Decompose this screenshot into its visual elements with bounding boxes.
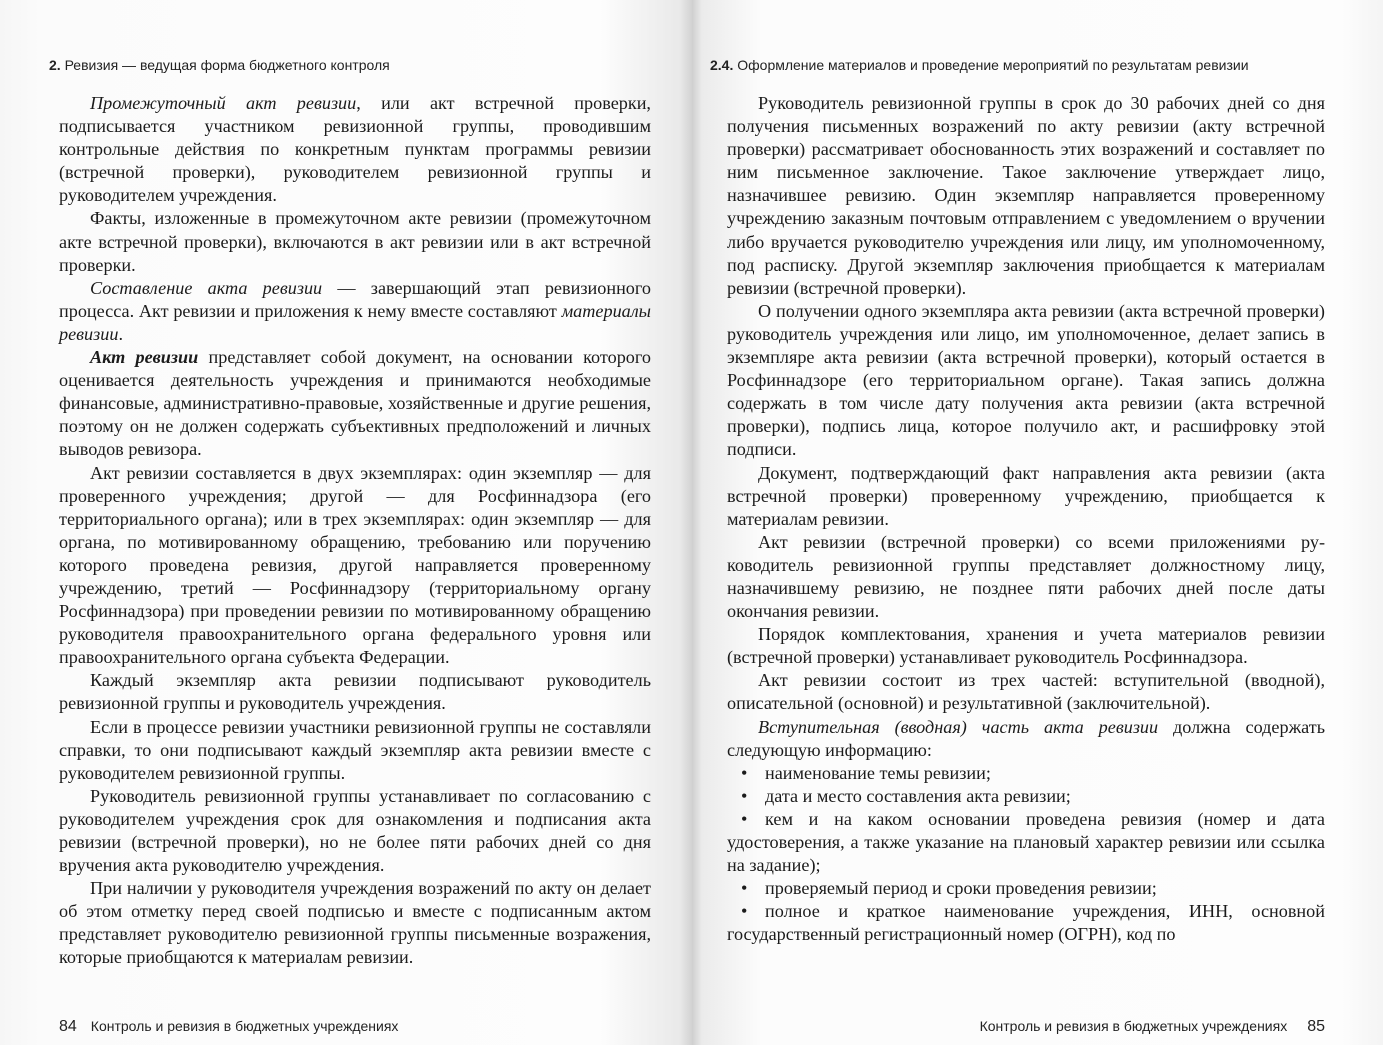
paragraph-text: Акт ревизии (встречной проверки) со всеми приложениями руководитель ревизионной группы представляет должностному лицу, назначившему ревизию, не позднее пяти рабочих дней после даты окончания ревизии. xyxy=(727,531,1325,622)
paragraph-text: О получении одного экземпляра акта ревизии (акта встречной проверки) руководитель учреждения или лицо, им уполномоченное, делает запись в экземпляре акта ревизии (акта встречной проверки), который остается в Росфиннадзоре (его территориальном органе). Такая запись должна содержать в том числе дату получения акта ревизии (акта встречной проверки), подпись лица, которое получило акт, и расшифровку этой подписи. xyxy=(727,300,1325,460)
left-running-head-title: Ревизия — ведущая форма бюджетного контроля xyxy=(64,57,390,73)
paragraph xyxy=(727,531,1325,623)
paragraph xyxy=(727,462,1325,531)
right-body-text xyxy=(727,92,1325,946)
italic-term: Промежуточный акт ревизии xyxy=(90,93,357,113)
paragraph-text: представляет собой документ, на основании которого оценивается деятельность учреждения и принимаются необходимые финансовые, административно-правовые, хозяйственные и другие решения, поэтому он не должен содержать субъективных предположений и личных выводов ревизора. xyxy=(59,347,651,460)
list-item xyxy=(727,785,1325,808)
paragraph xyxy=(59,785,651,877)
paragraph xyxy=(727,300,1325,462)
list-item xyxy=(727,762,1325,785)
left-running-head-number: 2. xyxy=(49,57,61,73)
paragraph xyxy=(59,669,651,715)
paragraph-text: Каждый экземпляр акта ревизии подписывают руководитель ревизионной группы и руководитель учреждения. xyxy=(59,670,651,714)
paragraph xyxy=(59,877,651,969)
paragraph-text: Порядок комплектования, хранения и учета материалов ревизии (встречной проверки) устанавливает руководитель Росфиннадзора. xyxy=(727,624,1325,668)
left-footer xyxy=(59,1018,398,1036)
bold-term: Акт ревизии xyxy=(90,347,199,368)
right-page xyxy=(692,0,1383,1045)
paragraph-text: Факты, изложенные в промежуточном акте ревизии (промежуточном акте встречной проверки), включаются в акт ревизии или в акт встречной проверки. xyxy=(59,208,651,275)
paragraph-text: Акт ревизии состоит из трех частей: вступительной (вводной), описательной (основной) и результативной (заключительной). xyxy=(727,670,1325,714)
list-item-text: полное и краткое наименование учреждения, ИНН, основной государственный регистрационный номер (ОГРН), код по xyxy=(727,901,1325,945)
paragraph-text: Акт ревизии составляется в двух экземплярах: один экземпляр — для проверенного учреждения; другой — для Росфиннадзора (его территориального органа); или в трех экземплярах: один экземпляр — для органа, по мотивированному обращению, требованию или поручению которого проведена ревизия, другой направляется проверенному учреждению, третий — Росфиннадзору (территориальному органу Росфиннадзора) при проведении ревизии по мотивированному обращению руководителя правоохранительного органа федерального уровня или правоохранительного органа субъекта Федерации. xyxy=(59,462,651,668)
paragraph-text: Документ, подтверждающий факт направления акта ревизии (акта встречной проверки) проверенному учреждению, приобщается к материалам ревизии. xyxy=(727,462,1325,529)
list-item xyxy=(727,808,1325,877)
paragraph xyxy=(727,716,1325,762)
bullet-icon: • xyxy=(741,785,748,806)
paragraph xyxy=(59,716,651,785)
italic-term: Вступительная (вводная) часть акта ревизии xyxy=(758,716,1159,737)
paragraph-text: . xyxy=(118,323,123,344)
right-footer xyxy=(980,1018,1325,1036)
list-item-text: дата и место составления акта ревизии; xyxy=(765,785,1071,806)
paragraph-text: , или акт встречной проверки, подписывается участником ревизионной группы, проводившим контрольные действия по конкретным пунктам программы ревизии (встречной проверки), руководителем ревизионной группы и руководителем учреждения. xyxy=(59,93,651,206)
bullet-icon: • xyxy=(741,808,748,829)
paragraph-text: Руководитель ревизионной группы в срок до 30 рабочих дней со дня получения письменных возражений по акту ревизии (акту встречной проверки) рассматривает обоснованность этих возражений и составляет по ним письменное заключение. Такое заключение утверждает лицо, назначившее ревизию. Один экземпляр направляется проверенному учреждению заказным почтовым отправлением с уведомлением о вручении либо вручается руководителю учреждения или лицу, им уполномоченному, под расписку. Другой экземпляр заключения приобщается к материалам ревизии (встречной проверки). xyxy=(727,93,1325,298)
paragraph xyxy=(59,207,651,276)
left-page-number: 84 xyxy=(59,1018,77,1035)
bullet-icon: • xyxy=(741,901,748,922)
paragraph xyxy=(59,92,651,207)
paragraph xyxy=(727,623,1325,669)
right-footer-title: Контроль и ревизия в бюджетных учреждениях xyxy=(979,1018,1288,1034)
paragraph-text: — завершающий этап ревизионного процесса. Акт ревизии и приложения к нему вместе составляют xyxy=(59,277,651,321)
paragraph-text: Если в процессе ревизии участники ревизионной группы не составляли справки, то они подписывают каждый экземпляр акта ревизии вместе с руководителем ревизионной группы. xyxy=(59,716,651,783)
paragraph-text: Руководитель ревизионной группы устанавливает по согласованию с руководителем учреждения срок для ознакомления и подписания акта ревизии (встречной проверки), но не более пяти рабочих дней со дня вручения акта руководителю учреждения. xyxy=(59,785,651,876)
paragraph xyxy=(59,346,651,461)
list-item-text: наименование темы ревизии; xyxy=(765,762,991,783)
right-page-number: 85 xyxy=(1307,1018,1325,1035)
list-item xyxy=(727,900,1325,946)
right-running-head-number: 2.4. xyxy=(710,57,734,73)
list-item-text: кем и на каком основании проведена ревизия (номер и дата удостоверения, а также указание на плановый характер ревизии или ссылка на задание); xyxy=(727,808,1325,876)
left-body-text xyxy=(59,92,651,970)
paragraph xyxy=(727,92,1325,300)
italic-term: материалы ревизии xyxy=(59,300,651,344)
paragraph xyxy=(727,669,1325,715)
paragraph xyxy=(59,277,651,346)
italic-term: Составление акта ревизии xyxy=(90,277,323,298)
paragraph xyxy=(59,462,651,670)
paragraph-text: должна содержать следующую информацию: xyxy=(727,716,1325,760)
paragraph-text: При наличии у руководителя учреждения возражений по акту он делает об этом отметку перед своей подписью и вместе с подписанным актом представляет руководителю ревизионной группы письменные возражения, которые приобщаются к материалам ревизии. xyxy=(59,878,651,968)
right-running-head xyxy=(710,57,1249,73)
bullet-icon: • xyxy=(741,762,748,783)
list-item-text: проверяемый период и сроки проведения ревизии; xyxy=(765,878,1157,899)
right-running-head-title: Оформление материалов и проведение мероприятий по результатам ревизии xyxy=(737,57,1249,73)
list-item xyxy=(727,877,1325,900)
left-running-head xyxy=(49,57,390,73)
left-footer-title: Контроль и ревизия в бюджетных учреждениях xyxy=(90,1018,399,1034)
bullet-icon: • xyxy=(741,878,748,899)
